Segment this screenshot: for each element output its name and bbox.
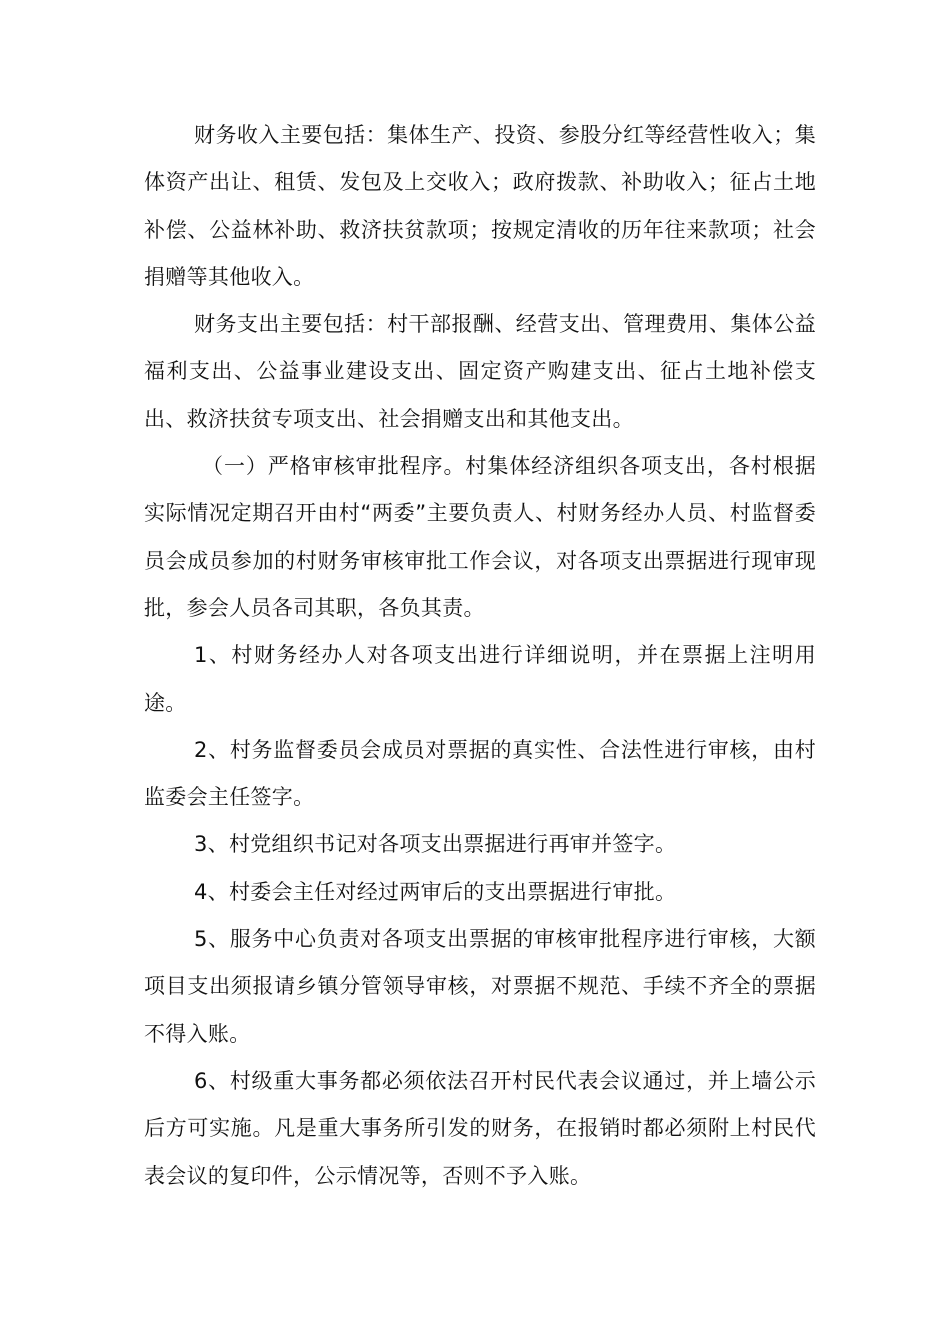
list-item-1: 1、村财务经办人对各项支出进行详细说明，并在票据上注明用途。 — [144, 643, 816, 715]
list-item-2: 2、村务监督委员会成员对票据的真实性、合法性进行审核，由村监委会主任签字。 — [144, 737, 816, 810]
list-item-5: 5、服务中心负责对各项支出票据的审核审批程序进行审核，大额项目支出须报请乡镇分管领导审核，对票据不规范、手续不齐全的票据不得入账。 — [144, 927, 816, 1046]
list-item-6: 6、村级重大事务都必须依法召开村民代表会议通过，并上墙公示后方可实施。凡是重大事务所引发的财务，在报销时都必须附上村民代表会议的复印件，公示情况等，否则不予入账。 — [144, 1068, 816, 1188]
list-item-4: 4、村委会主任对经过两审后的支出票据进行审批。 — [194, 879, 677, 904]
paragraph-approval-procedure: （一）严格审核审批程序。村集体经济组织各项支出，各村根据实际情况定期召开由村“两委”主要负责人、村财务经办人员、村监督委员会成员参加的村财务审核审批工作会议，对各项支出票据进行现审现批，参会人员各司其职，各负其责。 — [144, 454, 816, 620]
document-body — [144, 112, 816, 1200]
list-item-3: 3、村党组织书记对各项支出票据进行再审并签字。 — [194, 832, 677, 857]
paragraph-expenditure: 财务支出主要包括：村干部报酬、经营支出、管理费用、集体公益福利支出、公益事业建设支出、固定资产购建支出、征占土地补偿支出、救济扶贫专项支出、社会捐赠支出和其他支出。 — [144, 312, 816, 431]
paragraph-income: 财务收入主要包括：集体生产、投资、参股分红等经营性收入；集体资产出让、租赁、发包及上交收入；政府拨款、补助收入；征占土地补偿、公益林补助、救济扶贫款项；按规定清收的历年往来款项；社会捐赠等其他收入。 — [144, 123, 816, 289]
